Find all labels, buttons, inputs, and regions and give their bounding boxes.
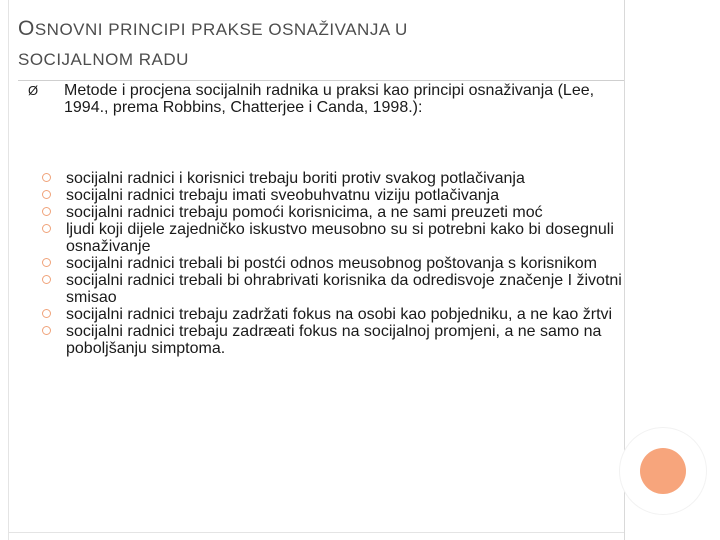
slide-bottom-edge <box>8 532 624 533</box>
title-line-2: SOCIJALNOM RADU <box>18 50 189 69</box>
title-divider <box>18 80 624 81</box>
arrow-bullet-icon: Ø <box>28 83 39 98</box>
list-item-text: socijalni radnici i korisnici trebaju boriti protiv svakog potlačivanja <box>66 170 525 187</box>
list-item-text: socijalni radnici trebaju imati sveobuhvatnu viziju potlačivanja <box>66 187 500 204</box>
title-initial: O <box>18 17 35 40</box>
list-item <box>42 255 622 272</box>
list-item-text: socijalni radnici trebali bi postći odnos meusobnog poštovanja s korisnikom <box>66 255 597 272</box>
list-item <box>42 170 622 187</box>
list-item-text: socijalni radnici trebaju zadræati fokus na socijalnoj promjeni, a ne samo na poboljšanju simptoma. <box>66 323 602 357</box>
circle-bullet-icon <box>42 275 51 284</box>
list-item-text: socijalni radnici trebaju zadržati fokus na osobi kao pobjedniku, a ne kao žrtvi <box>66 306 613 323</box>
list-item <box>42 187 622 204</box>
list-item <box>42 204 622 221</box>
list-item <box>42 272 622 306</box>
list-item <box>42 323 622 357</box>
list-item <box>42 221 622 255</box>
circle-bullet-icon <box>42 190 51 199</box>
title-line-1-text: SNOVNI PRINCIPI PRAKSE OSNAŽIVANJA U <box>34 20 408 39</box>
circle-bullet-icon <box>42 309 51 318</box>
list-item-text: socijalni radnici trebali bi ohrabrivati korisnika da odredisvoje značenje I životni smisao <box>66 272 622 306</box>
circle-bullet-icon <box>42 207 51 216</box>
intro-text: Metode i procjena socijalnih radnika u praksi kao principi osnaživanja (Lee, 1994., prema Robbins, Chatterjee i Canda, 1998.): <box>64 82 595 116</box>
title-line-1 <box>18 14 598 45</box>
circle-bullet-icon <box>42 173 51 182</box>
intro-paragraph <box>28 82 598 116</box>
slide-left-edge <box>8 0 9 540</box>
decorative-orange-circle <box>640 448 686 494</box>
list-item <box>42 306 622 323</box>
principles-list <box>42 170 622 357</box>
circle-bullet-icon <box>42 224 51 233</box>
list-item-text: ljudi koji dijele zajedničko iskustvo meusobno su si potrebni kako bi dosegnuli osnaživanje <box>66 221 614 255</box>
circle-bullet-icon <box>42 258 51 267</box>
list-item-text: socijalni radnici trebaju pomoći korisnicima, a ne sami preuzeti moć <box>66 204 543 221</box>
circle-bullet-icon <box>42 326 51 335</box>
slide-title <box>18 14 598 75</box>
